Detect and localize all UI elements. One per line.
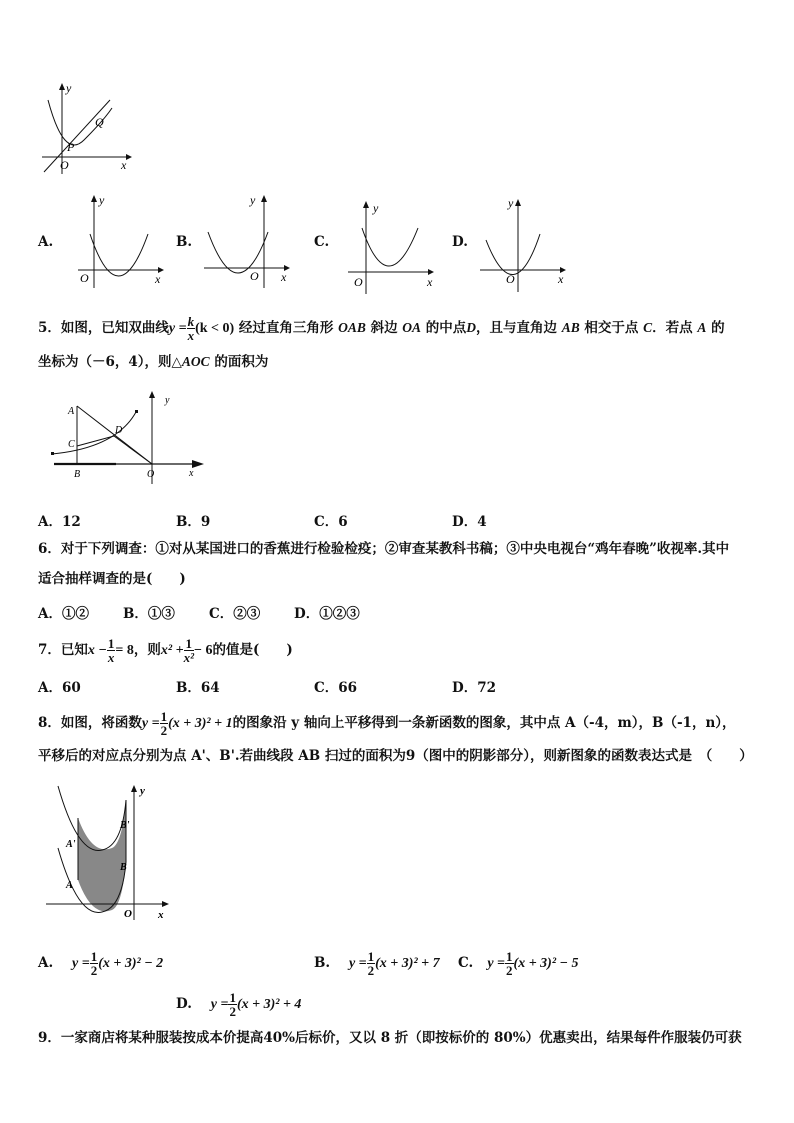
svg-text:A': A' (66, 839, 76, 850)
svg-text:B: B (120, 862, 127, 873)
q5-line2: 坐标为（－6，4），则△AOC 的面积为 (38, 354, 269, 370)
q6-option-c: C．②③ (209, 606, 261, 622)
option-a-graph (72, 190, 167, 290)
svg-text:O: O (354, 275, 363, 289)
option-c-graph (342, 198, 442, 298)
point-p-label: P (67, 140, 75, 154)
top-figure (36, 78, 136, 178)
svg-text:A: A (66, 880, 73, 891)
q6-line1: 6．对于下列调查：①对从某国进口的香蕉进行检验检疫；②审查某教科书稿；③中央电视台“鸡年春晚”收视率.其中 (38, 541, 730, 557)
svg-text:A: A (68, 406, 75, 417)
svg-text:y: y (508, 196, 514, 210)
svg-text:x: x (158, 909, 164, 921)
option-d-graph (474, 194, 574, 294)
q8-option-d: D. y = $\frac{1}{2}$ (x + 3)² + 4 (176, 990, 302, 1019)
svg-text:y: y (99, 193, 105, 207)
q6-option-a: A．①② (38, 606, 89, 622)
svg-text:B': B' (120, 820, 130, 831)
q6-line2: 适合抽样调查的是( ) (38, 571, 186, 587)
origin-label: O (60, 158, 69, 172)
svg-text:x: x (189, 468, 194, 479)
svg-text:O: O (80, 271, 89, 285)
svg-text:x: x (281, 270, 287, 284)
q5-line1: 5．如图，已知双曲线y = $\frac{k}{x}$ (k < 0) 经过直角三角形 OAB 斜边 OA 的中点D，且与直角边 AB 相交于点 C．若点 A 的 (38, 314, 725, 343)
svg-text:y: y (140, 785, 145, 797)
x-label: x (121, 158, 127, 172)
y-label: y (66, 81, 72, 95)
q9-line1: 9．一家商店将某种服装按成本价提高40%后标价，又以 8 折（即按标价的 80%）优惠卖出，结果每件作服装仍可获 (38, 1030, 742, 1046)
option-d-letter: D. (452, 234, 468, 250)
q5-option-b: B．9 (176, 514, 211, 530)
svg-text:y: y (250, 193, 256, 207)
svg-text:y: y (373, 201, 379, 215)
svg-text:D: D (115, 425, 123, 436)
svg-text:O: O (147, 469, 155, 480)
q7-option-a: A．60 (38, 680, 81, 696)
svg-text:C: C (68, 439, 75, 450)
q6-option-d: D．①②③ (294, 606, 360, 622)
option-b-graph (198, 190, 298, 290)
q8-option-b: B. y = $\frac{1}{2}$ (x + 3)² + 7 (314, 949, 440, 978)
point-q-label: Q (95, 115, 104, 129)
svg-text:x: x (558, 272, 564, 286)
svg-text:O: O (250, 269, 259, 283)
q8-option-c: C. y = $\frac{1}{2}$ (x + 3)² − 5 (458, 949, 579, 978)
q8-line2: 平移后的对应点分别为点 A'、B'.若曲线段 AB 扫过的面积为9（图中的阴影部分），则新图象的函数表达式是 （ ） (38, 748, 753, 764)
svg-text:x: x (427, 275, 433, 289)
q7-option-d: D．72 (452, 680, 496, 696)
q7-stem: 7．已知x − $\frac{1}{x}$ = 8，则x² + $\frac{1}{\text{x²}}$ − 6的值是( ) (38, 636, 293, 665)
q8-line1: 8．如图，将函数y = $\frac{1}{2}$ (x + 3)² + 1的图象沿 y 轴向上平移得到一条新函数的图象，其中点 A（-4，m），B（-1，n）， (38, 709, 736, 738)
q8-option-a: A. y = $\frac{1}{2}$ (x + 3)² − 2 (38, 949, 164, 978)
q6-option-b: B．①③ (123, 606, 175, 622)
svg-text:O: O (506, 272, 515, 286)
q5-figure (46, 386, 216, 486)
q5-option-d: D．4 (452, 514, 487, 530)
svg-text:O: O (124, 908, 132, 920)
option-c-letter: C. (314, 234, 330, 250)
option-b-letter: B. (176, 234, 193, 250)
svg-text:B: B (74, 469, 81, 480)
option-a-letter: A. (38, 234, 54, 250)
straight-line (44, 100, 110, 172)
q8-figure (40, 780, 175, 925)
q5-option-a: A．12 (38, 514, 81, 530)
q7-option-b: B．64 (176, 680, 220, 696)
svg-text:x: x (155, 272, 161, 286)
q7-option-c: C．66 (314, 680, 358, 696)
q5-option-c: C．6 (314, 514, 348, 530)
svg-text:y: y (165, 395, 170, 406)
